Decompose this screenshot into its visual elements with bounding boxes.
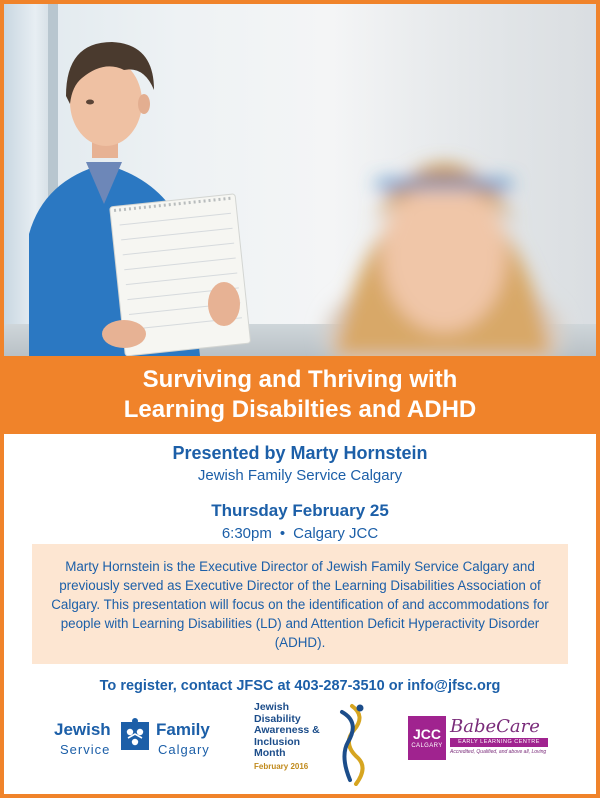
event-time-venue bbox=[4, 524, 596, 544]
boy-figure bbox=[29, 42, 251, 356]
girl-figure-blurred bbox=[324, 164, 564, 356]
babecare-tagline: Accredited, Qualified, and above all, Loving bbox=[450, 749, 547, 755]
presented-by: Presented by Marty Hornstein bbox=[172, 443, 428, 463]
description-text: Marty Hornstein is the Executive Director of Jewish Family Service Calgary and previously served as Executive Director of the Learning Disabilities Association of Calgary. This presentation will focus on the identification of and accommodations for people with Learning Disabilities (LD) and Attention Deficit Hyperactivity Disorder (ADHD). bbox=[51, 558, 549, 650]
bullet-separator: • bbox=[279, 525, 286, 542]
jcc-box bbox=[408, 716, 446, 760]
jdaim-figure-icon bbox=[332, 702, 372, 786]
jdaim-logo bbox=[254, 702, 404, 788]
jdaim-month: February 2016 bbox=[254, 762, 309, 771]
jdaim-line-3: Awareness & bbox=[254, 724, 320, 736]
title-line-1: Surviving and Thriving with bbox=[142, 366, 458, 393]
jcc-word: JCC bbox=[412, 725, 441, 742]
babecare-bar: EARLY LEARNING CENTRE bbox=[450, 738, 548, 747]
jfs-word-family: Family bbox=[156, 720, 210, 739]
event-date: Thursday February 25 bbox=[211, 501, 389, 520]
jcc-babecare-logo bbox=[408, 716, 548, 766]
babecare-word: BabeCare bbox=[450, 716, 540, 737]
register-line: To register, contact JFSC at 403-287-3510 or info@jfsc.org bbox=[99, 678, 501, 694]
description-box bbox=[32, 544, 568, 664]
title-band bbox=[4, 356, 596, 434]
jfs-word-service: Service bbox=[60, 742, 111, 757]
presenter-block bbox=[4, 442, 596, 544]
presenter-organization: Jewish Family Service Calgary bbox=[197, 467, 403, 484]
jdaim-line-5: Month bbox=[254, 747, 286, 759]
jdaim-line-1: Jewish bbox=[254, 701, 290, 713]
event-venue: Calgary JCC bbox=[293, 525, 379, 542]
jfs-word-jewish: Jewish bbox=[54, 720, 111, 739]
jcc-sub: CALGARY bbox=[411, 742, 443, 749]
jfs-word-calgary: Calgary bbox=[158, 742, 210, 757]
jfs-logo bbox=[54, 716, 234, 766]
hero-photo bbox=[4, 4, 596, 356]
jdaim-line-4: Inclusion bbox=[254, 735, 301, 748]
title-line-2: Learning Disabilties and ADHD bbox=[123, 396, 477, 423]
jfs-emblem-icon bbox=[120, 718, 150, 752]
event-time: 6:30pm bbox=[221, 525, 272, 542]
photo-figures bbox=[4, 4, 596, 356]
jdaim-line-2: Disability bbox=[254, 712, 301, 725]
